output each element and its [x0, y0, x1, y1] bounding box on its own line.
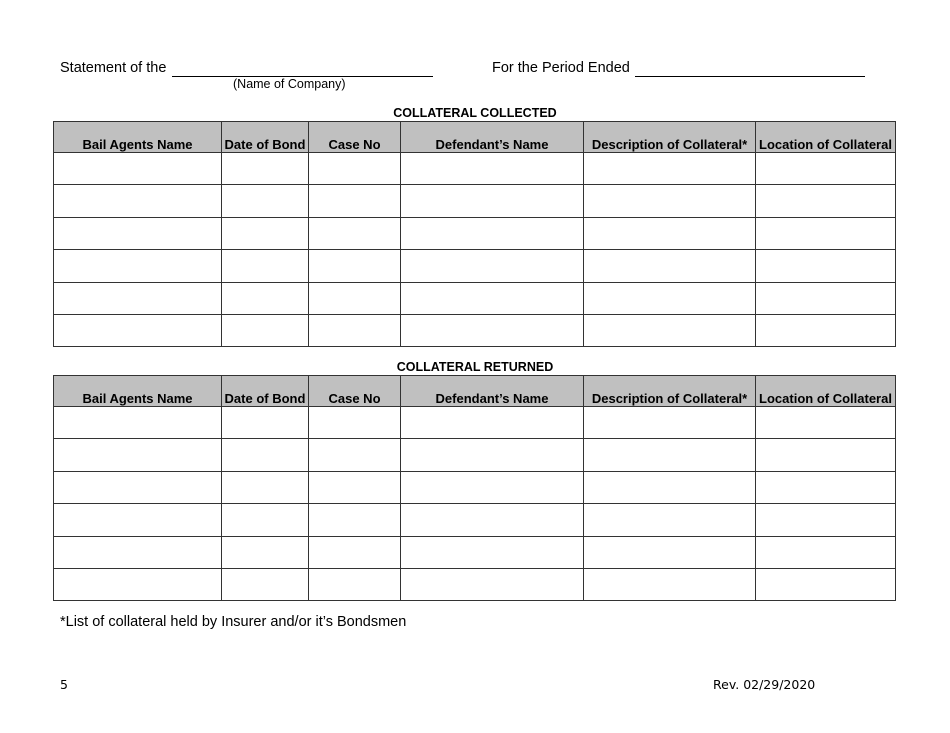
table-cell[interactable] [222, 250, 309, 282]
page-number: 5 [60, 677, 68, 692]
table-row [54, 282, 896, 314]
table-cell[interactable] [584, 217, 756, 249]
col-date-of-bond: Date of Bond [222, 376, 309, 407]
table-cell[interactable] [756, 185, 896, 217]
table-cell[interactable] [309, 185, 401, 217]
table-cell[interactable] [584, 504, 756, 536]
table-cell[interactable] [222, 439, 309, 471]
col-bail-agents-name: Bail Agents Name [54, 376, 222, 407]
table-cell[interactable] [401, 439, 584, 471]
table-cell[interactable] [401, 536, 584, 568]
table-cell[interactable] [54, 153, 222, 185]
table-header-row [54, 376, 896, 407]
table-cell[interactable] [222, 282, 309, 314]
table-body [54, 153, 896, 347]
table-cell[interactable] [756, 217, 896, 249]
table-cell[interactable] [222, 407, 309, 439]
table-cell[interactable] [584, 407, 756, 439]
table-cell[interactable] [756, 504, 896, 536]
revision-date: Rev. 02/29/2020 [713, 677, 816, 692]
col-defendants-name: Defendant’s Name [401, 376, 584, 407]
table-cell[interactable] [309, 282, 401, 314]
table-cell[interactable] [222, 185, 309, 217]
table-cell[interactable] [54, 185, 222, 217]
table-row [54, 471, 896, 503]
table-row [54, 314, 896, 346]
collateral-returned-title: COLLATERAL RETURNED [396, 360, 554, 374]
table-cell[interactable] [584, 536, 756, 568]
table-cell[interactable] [222, 504, 309, 536]
col-case-no: Case No [309, 122, 401, 153]
table-cell[interactable] [756, 153, 896, 185]
table-cell[interactable] [401, 153, 584, 185]
table-cell[interactable] [54, 439, 222, 471]
table-cell[interactable] [54, 250, 222, 282]
table-cell[interactable] [756, 407, 896, 439]
company-name-caption: (Name of Company) [233, 77, 346, 91]
table-row [54, 185, 896, 217]
table-cell[interactable] [54, 471, 222, 503]
table-cell[interactable] [584, 282, 756, 314]
period-ended-line[interactable] [635, 76, 865, 77]
table-cell[interactable] [756, 536, 896, 568]
col-location-of-collateral: Location of Collateral [756, 122, 896, 153]
table-cell[interactable] [309, 568, 401, 600]
table-cell[interactable] [401, 568, 584, 600]
table-cell[interactable] [401, 282, 584, 314]
table-cell[interactable] [756, 250, 896, 282]
table-row [54, 217, 896, 249]
collateral-collected-table [53, 121, 896, 347]
table-row [54, 153, 896, 185]
table-cell[interactable] [756, 314, 896, 346]
table-cell[interactable] [401, 314, 584, 346]
table-cell[interactable] [401, 407, 584, 439]
table-cell[interactable] [309, 504, 401, 536]
table-cell[interactable] [222, 536, 309, 568]
table-row [54, 536, 896, 568]
table-cell[interactable] [309, 471, 401, 503]
table-cell[interactable] [222, 471, 309, 503]
table-cell[interactable] [584, 471, 756, 503]
table-cell[interactable] [54, 568, 222, 600]
table-cell[interactable] [54, 536, 222, 568]
statement-label: Statement of the [60, 60, 167, 76]
table-cell[interactable] [222, 217, 309, 249]
table-cell[interactable] [401, 185, 584, 217]
table-cell[interactable] [401, 250, 584, 282]
table-cell[interactable] [401, 471, 584, 503]
table-cell[interactable] [309, 536, 401, 568]
collateral-footnote: *List of collateral held by Insurer and/or it’s Bondsmen [60, 614, 407, 630]
col-date-of-bond: Date of Bond [222, 122, 309, 153]
col-bail-agents-name: Bail Agents Name [54, 122, 222, 153]
collateral-collected-title: COLLATERAL COLLECTED [393, 106, 557, 120]
table-cell[interactable] [309, 314, 401, 346]
table-header-row [54, 122, 896, 153]
table-cell[interactable] [309, 153, 401, 185]
col-defendants-name: Defendant’s Name [401, 122, 584, 153]
col-description-of-collateral: Description of Collateral* [584, 376, 756, 407]
table-body [54, 407, 896, 601]
table-cell[interactable] [756, 282, 896, 314]
table-cell[interactable] [54, 217, 222, 249]
col-location-of-collateral: Location of Collateral [756, 376, 896, 407]
table-cell[interactable] [401, 217, 584, 249]
table-cell[interactable] [584, 153, 756, 185]
table-cell[interactable] [584, 185, 756, 217]
table-row [54, 439, 896, 471]
table-row [54, 250, 896, 282]
table-cell[interactable] [756, 568, 896, 600]
table-cell[interactable] [222, 568, 309, 600]
table-cell[interactable] [584, 250, 756, 282]
table-row [54, 568, 896, 600]
table-cell[interactable] [584, 439, 756, 471]
table-cell[interactable] [756, 439, 896, 471]
table-cell[interactable] [54, 282, 222, 314]
table-row [54, 504, 896, 536]
table-row [54, 407, 896, 439]
col-description-of-collateral: Description of Collateral* [584, 122, 756, 153]
table-cell[interactable] [54, 504, 222, 536]
table-cell[interactable] [54, 407, 222, 439]
table-cell[interactable] [309, 250, 401, 282]
table-cell[interactable] [401, 504, 584, 536]
table-cell[interactable] [309, 439, 401, 471]
table-cell[interactable] [222, 314, 309, 346]
table-cell[interactable] [756, 471, 896, 503]
collateral-returned-table [53, 375, 896, 601]
table-cell[interactable] [584, 568, 756, 600]
table-cell[interactable] [584, 314, 756, 346]
table-cell[interactable] [54, 314, 222, 346]
table-cell[interactable] [222, 153, 309, 185]
col-case-no: Case No [309, 376, 401, 407]
period-ended-label: For the Period Ended [492, 60, 630, 76]
table-cell[interactable] [309, 407, 401, 439]
table-cell[interactable] [309, 217, 401, 249]
